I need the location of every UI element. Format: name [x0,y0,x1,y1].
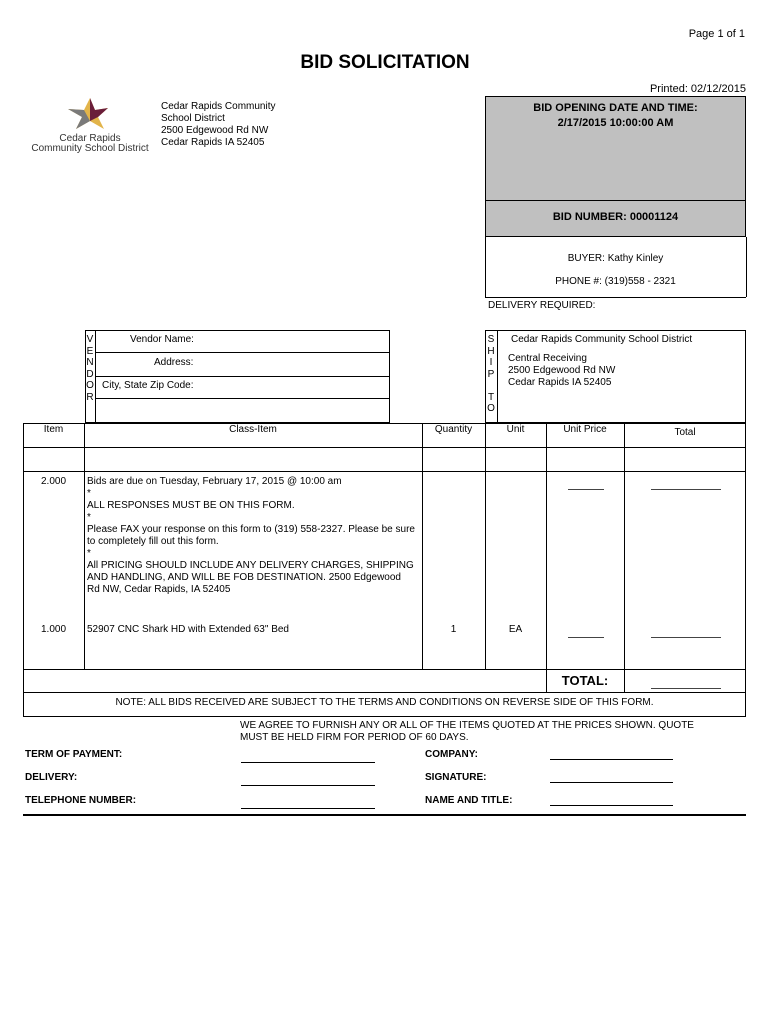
ship-letter: S [487,334,495,345]
vendor-letter: R [86,391,94,403]
description-line: Bids are due on Tuesday, February 17, 2015 @ 10:00 am [87,476,342,487]
divider [497,330,498,423]
company-label: COMPANY: [425,749,478,760]
divider [95,376,390,377]
page-number: Page 1 of 1 [688,28,745,40]
row-description [87,476,420,596]
ship-letter [485,380,497,392]
divider [23,447,746,448]
vendor-city-label: City, State Zip Code: [102,380,194,391]
vendor-letter: V [86,334,94,345]
district-line: School District [161,113,225,124]
unit-price-blank[interactable] [568,489,604,490]
header-item: Item [43,424,64,435]
vendor-letter: N [86,357,94,368]
total-blank[interactable] [651,489,721,490]
ship-letter: H [487,345,495,357]
star-logo-icon [22,96,158,136]
total-label: TOTAL: [561,673,609,688]
header-total: Total [674,427,696,438]
divider [95,398,390,399]
company-field[interactable] [550,759,673,760]
description-line: * [87,548,91,559]
divider [84,423,85,670]
vendor-letter: E [86,345,94,357]
bid-opening-value: 2/17/2015 10:00:00 AM [557,117,674,129]
ship-to-vertical-label [485,334,497,415]
vendor-address-label: Address: [154,357,194,368]
bottom-rule [23,814,746,816]
divider [546,423,547,693]
signature-field[interactable] [550,782,673,783]
district-logo [22,96,158,156]
description-line: All PRICING SHOULD INCLUDE ANY DELIVERY CHARGES, SHIPPING [87,560,414,571]
description-line: * [87,512,91,523]
signature-label: SIGNATURE: [425,772,487,783]
bid-opening-label: BID OPENING DATE AND TIME: [533,102,698,114]
header-quantity: Quantity [434,424,473,435]
divider [485,237,486,297]
bid-number: BID NUMBER: 00001124 [552,211,679,223]
buyer: BUYER: Kathy Kinley [567,253,664,264]
description-line: AND HANDLING, AND WILL BE FOB DESTINATION. 2500 Edgewood [87,572,401,583]
term-of-payment-label: TERM OF PAYMENT: [25,749,123,760]
header-unit: Unit [506,424,525,435]
telephone-field[interactable] [241,808,375,809]
vendor-letter: D [86,368,94,380]
ship-letter: O [487,403,495,414]
grand-total-blank[interactable] [651,688,721,689]
district-address [161,101,276,149]
ship-to-line: Central Receiving [508,353,587,364]
row-quantity: 1 [450,624,457,635]
ship-to-name: Cedar Rapids Community School District [511,334,693,345]
header-class-item: Class-Item [229,424,277,435]
delivery-required: DELIVERY REQUIRED: [488,300,596,311]
ship-letter: I [489,357,493,368]
divider [485,200,746,201]
document-title: BID SOLICITATION [300,52,470,73]
row-unit: EA [508,624,523,635]
agreement-text [240,720,694,744]
row-description: 52907 CNC Shark HD with Extended 63" Bed [87,624,289,635]
unit-price-blank[interactable] [568,637,604,638]
description-line: to completely fill out this form. [87,536,219,547]
description-line: * [87,488,91,499]
district-line: Cedar Rapids IA 52405 [161,137,265,148]
vendor-name-label: Vendor Name: [130,334,194,345]
header-unit-price: Unit Price [563,424,607,435]
total-blank[interactable] [651,637,721,638]
divider [95,352,390,353]
description-line: Please FAX your response on this form to (319) 558-2327. Please be sure [87,524,415,535]
ship-to-line: Cedar Rapids IA 52405 [508,377,612,388]
divider [23,669,746,670]
divider [624,423,625,693]
printed-date: Printed: 02/12/2015 [649,83,746,95]
divider [23,471,746,472]
name-title-label: NAME AND TITLE: [425,795,513,806]
vendor-letter: O [86,380,94,391]
ship-to-address [508,353,615,389]
divider [23,692,746,693]
description-line: Rd NW, Cedar Rapids, IA 52405 [87,584,231,595]
telephone-label: TELEPHONE NUMBER: [25,795,137,806]
row-item-number: 2.000 [40,476,67,487]
row-item-number: 1.000 [40,624,67,635]
agreement-line: MUST BE HELD FIRM FOR PERIOD OF 60 DAYS. [240,732,469,743]
ship-letter: P [487,368,495,380]
agreement-line: WE AGREE TO FURNISH ANY OR ALL OF THE ITEMS QUOTED AT THE PRICES SHOWN. QUOTE [240,720,694,731]
vendor-vertical-label [85,334,95,403]
term-of-payment-field[interactable] [241,762,375,763]
ship-letter: T [487,391,495,403]
name-title-field[interactable] [550,805,673,806]
divider [485,297,746,298]
district-line: Cedar Rapids Community [161,101,276,112]
logo-line1: Cedar Rapids [59,133,121,144]
description-line: ALL RESPONSES MUST BE ON THIS FORM. [87,500,295,511]
terms-note: NOTE: ALL BIDS RECEIVED ARE SUBJECT TO THE TERMS AND CONDITIONS ON REVERSE SIDE OF THIS FORM. [115,697,654,708]
ship-to-line: 2500 Edgewood Rd NW [508,365,616,376]
delivery-label: DELIVERY: [25,772,78,783]
district-line: 2500 Edgewood Rd NW [161,125,269,136]
delivery-field[interactable] [241,785,375,786]
buyer-phone: PHONE #: (319)558 - 2321 [555,276,676,287]
logo-line2: Community School District [31,143,149,154]
divider [746,237,747,297]
